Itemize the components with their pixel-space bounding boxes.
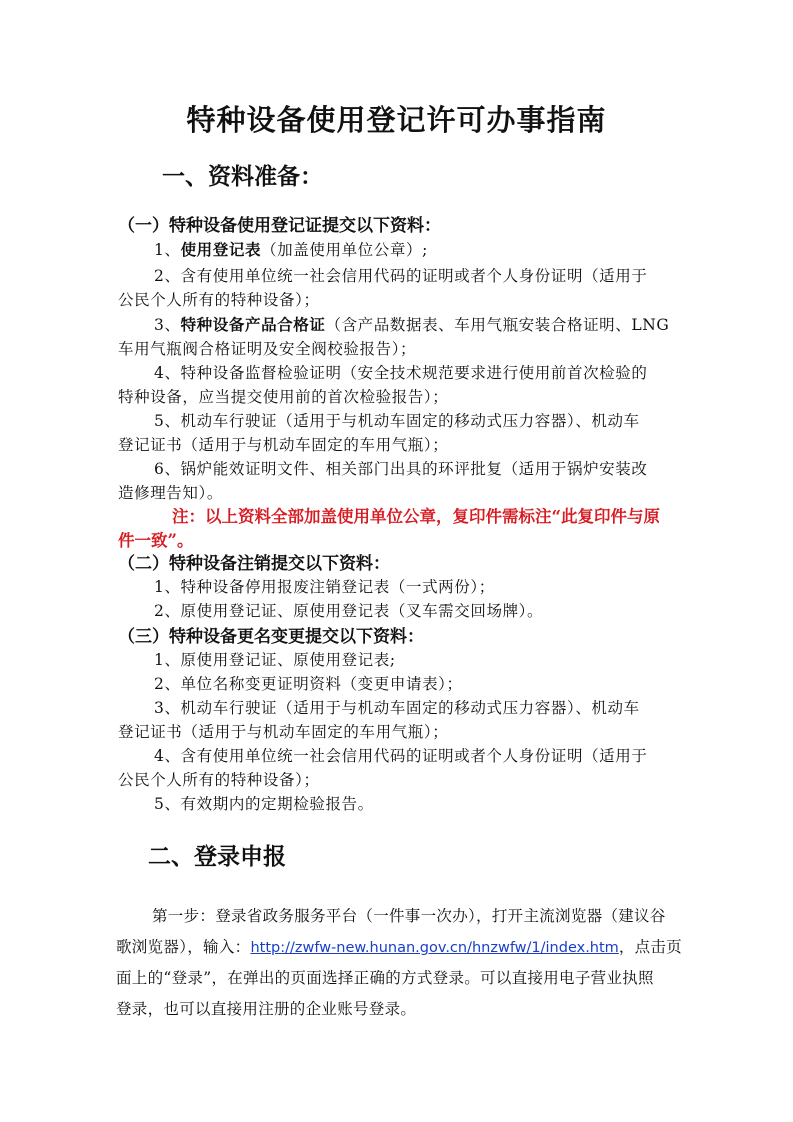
item1-bold: 使用登记表 (180, 240, 262, 259)
item1-num: 1、 (154, 241, 181, 259)
step1-line3: 面上的“登录”，在弹出的页面选择正确的方式登录。可以直接用电子营业执照 (116, 969, 654, 987)
part1-item5-line1: 5、机动车行驶证（适用于与机动车固定的移动式压力容器）、机动车 (154, 412, 640, 430)
part1-item4-line2: 特种设备，应当提交使用前的首次检验报告）； (118, 388, 449, 406)
part1-item6-line1: 6、锅炉能效证明文件、相关部门出具的环评批复（适用于锅炉安装改 (154, 460, 648, 478)
item3-rest: （含产品数据表、车用气瓶安装合格证明、LNG (325, 316, 670, 334)
platform-url-link[interactable]: http://zwfw-new.hunan.gov.cn/hnzwfw/1/index.htm (250, 940, 619, 956)
section1-heading: 一、资料准备： (162, 163, 323, 190)
part1-item3-line2: 车用气瓶阀合格证明及安全阀校验报告）； (118, 340, 417, 358)
part1-item2-line2: 公民个人所有的特种设备）； (118, 291, 320, 309)
step1-line2 (116, 935, 682, 957)
part3-item2: 2、单位名称变更证明资料（变更申请表）； (154, 675, 463, 693)
part2-item2: 2、原使用登记证、原使用登记表（叉车需交回场牌）。 (154, 602, 544, 620)
step1-line1: 第一步：登录省政务服务平台（一件事一次办），打开主流浏览器（建议谷 (152, 907, 666, 925)
part3-item3-line1: 3、机动车行驶证（适用于与机动车固定的移动式压力容器）、机动车 (154, 699, 640, 717)
part1-item3-line1 (154, 313, 669, 335)
part2-item1: 1、特种设备停用报废注销登记表（一式两份）； (154, 578, 495, 596)
step1-line4: 登录，也可以直接用注册的企业账号登录。 (116, 1000, 417, 1018)
part1-item6-line2: 造修理告知）。 (118, 484, 223, 502)
part1-item4-line1: 4、特种设备监督检验证明（安全技术规范要求进行使用前首次检验的 (154, 364, 648, 382)
step1-line2-prefix: 歌浏览器），输入： (116, 938, 251, 956)
part1-heading: （一）特种设备使用登记证提交以下资料： (118, 216, 441, 236)
part3-item4-line2: 公民个人所有的特种设备）； (118, 771, 320, 789)
note-line2: 件一致”。 (118, 531, 194, 550)
section2-heading: 二、登录申报 (148, 843, 286, 870)
part3-heading: （三）特种设备更名变更提交以下资料： (118, 627, 424, 647)
part1-item1 (154, 238, 428, 260)
item3-bold: 特种设备产品合格证 (180, 315, 326, 334)
page-title: 特种设备使用登记许可办事指南 (186, 103, 607, 137)
part3-item1: 1、原使用登记证、原使用登记表; (154, 651, 396, 669)
step1-line2-suffix: ，点击页 (618, 938, 683, 956)
part3-item3-line2: 登记证书（适用于与机动车固定的车用气瓶）； (118, 723, 449, 741)
part3-item5: 5、有效期内的定期检验报告。 (154, 795, 374, 813)
item1-rest: （加盖使用单位公章）; (261, 241, 428, 259)
part1-item2-line1: 2、含有使用单位统一社会信用代码的证明或者个人身份证明（适用于 (154, 267, 648, 285)
note-line1: 注：以上资料全部加盖使用单位公章，复印件需标注“此复印件与原 (172, 507, 660, 526)
part1-item5-line2: 登记证书（适用于与机动车固定的车用气瓶）； (118, 436, 449, 454)
part3-item4-line1: 4、含有使用单位统一社会信用代码的证明或者个人身份证明（适用于 (154, 747, 648, 765)
item3-num: 3、 (154, 316, 181, 334)
part2-heading: （二）特种设备注销提交以下资料： (118, 554, 390, 574)
